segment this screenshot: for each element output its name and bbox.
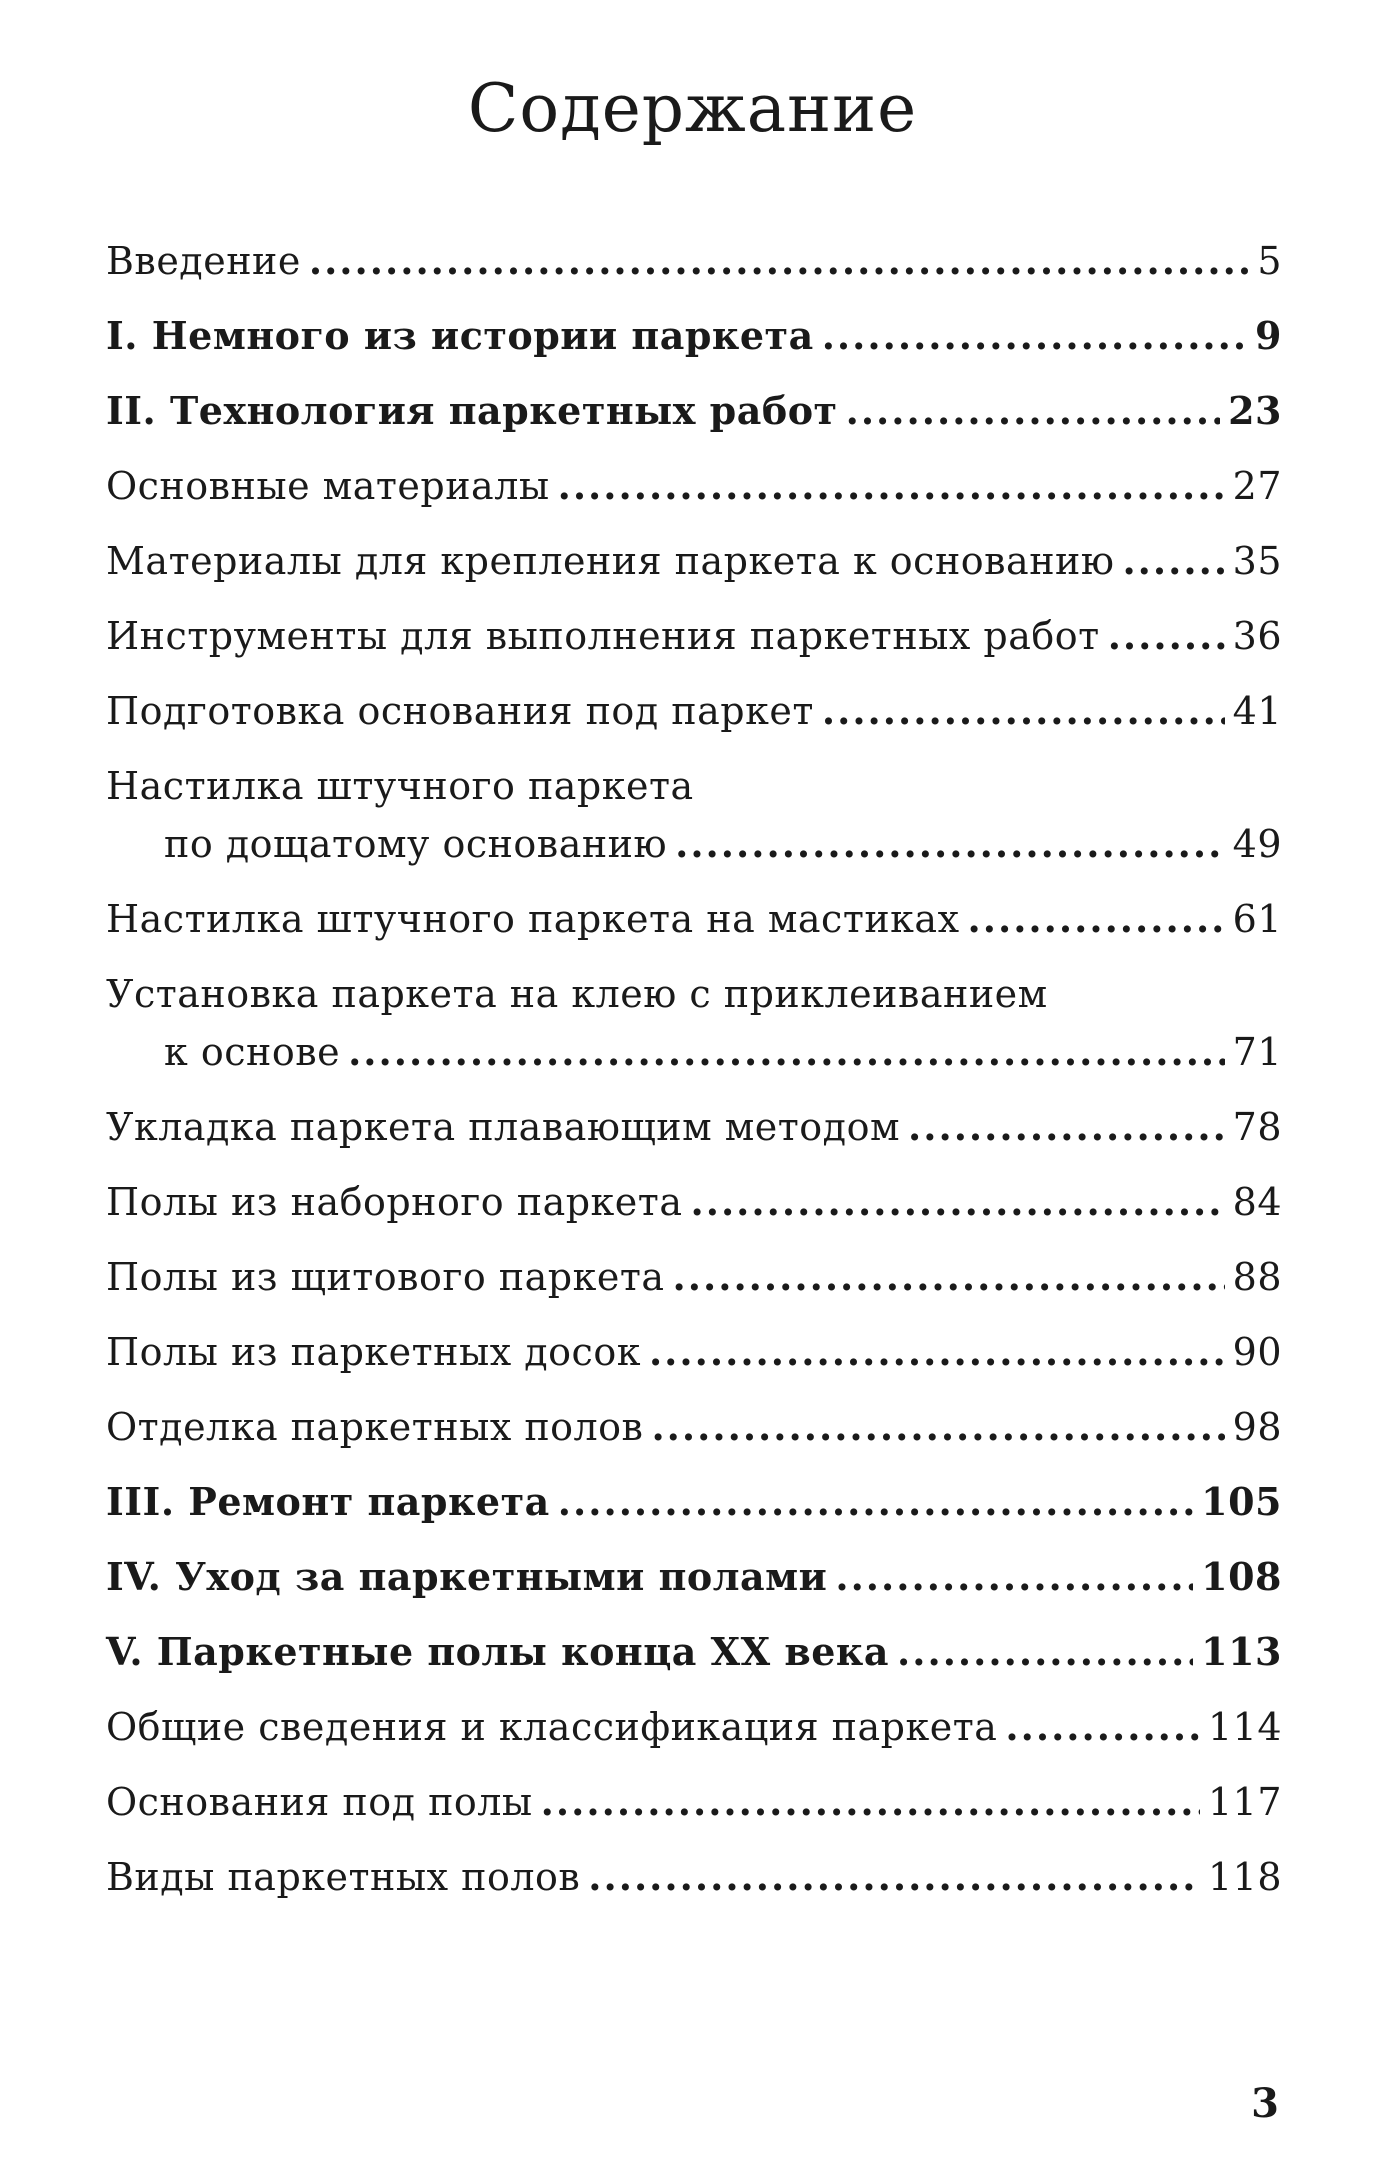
dot-leader [1108, 607, 1225, 665]
toc-entry-title: Подготовка основания под паркет [106, 689, 814, 733]
toc-entry-part [106, 307, 1282, 365]
toc-entry [106, 890, 1282, 948]
toc-entry-part [106, 382, 1282, 440]
toc-page-number: 117 [1207, 1780, 1282, 1824]
toc-entry [106, 757, 1282, 873]
dot-leader [558, 457, 1225, 515]
toc-page-number: 113 [1201, 1629, 1282, 1674]
toc-line [106, 232, 1282, 290]
toc-page-number: 27 [1232, 464, 1282, 508]
toc-line [106, 1248, 1282, 1306]
toc-entry-title: Основания под полы [106, 1780, 533, 1824]
toc-entry-title: V. Паркетные полы конца XX века [106, 1629, 889, 1674]
toc-line [106, 1473, 1282, 1531]
dot-leader [835, 1548, 1193, 1606]
toc-line [106, 1098, 1282, 1156]
toc-entry-title: I. Немного из истории паркета [106, 313, 814, 358]
toc-entry-title: IV. Уход за паркетными полами [106, 1554, 828, 1599]
toc-entry-title: Полы из наборного паркета [106, 1180, 683, 1224]
toc-line [106, 1323, 1282, 1381]
toc-page-number: 71 [1232, 1030, 1282, 1074]
toc-entry [106, 1773, 1282, 1831]
toc-entry [106, 232, 1282, 290]
toc-page-number: 61 [1232, 897, 1282, 941]
toc-page-number: 84 [1232, 1180, 1282, 1224]
dot-leader [651, 1398, 1224, 1456]
toc-line-first [106, 757, 1282, 815]
dot-leader [309, 232, 1249, 290]
toc-entry-title: Полы из паркетных досок [106, 1330, 641, 1374]
toc-page-number: 49 [1232, 822, 1282, 866]
toc-line [106, 1848, 1282, 1906]
toc-entry-title: Настилка штучного паркета на мастиках [106, 897, 960, 941]
toc-entry [106, 1323, 1282, 1381]
toc-entry-title: Основные материалы [106, 464, 550, 508]
toc-entry [106, 532, 1282, 590]
toc-line [106, 890, 1282, 948]
toc-page-number: 78 [1232, 1105, 1282, 1149]
dot-leader [673, 1248, 1225, 1306]
toc-line [106, 682, 1282, 740]
dot-leader [908, 1098, 1225, 1156]
dot-leader [968, 890, 1225, 948]
toc-entry [106, 965, 1282, 1081]
toc-line-continued [106, 815, 1282, 873]
toc-line [106, 457, 1282, 515]
toc-entry [106, 457, 1282, 515]
toc-entry [106, 607, 1282, 665]
toc-entry-part [106, 1623, 1282, 1681]
toc-page-number: 5 [1257, 239, 1282, 283]
toc-entry-title: Установка паркета на клею с приклеиванием [106, 972, 1048, 1016]
toc-page-number: 23 [1228, 388, 1282, 433]
toc-line-continued [106, 1023, 1282, 1081]
toc-entry-title-continued: по дощатому основанию [164, 822, 668, 866]
table-of-contents [106, 232, 1282, 1923]
toc-page-number: 9 [1255, 313, 1282, 358]
toc-page-number: 108 [1201, 1554, 1282, 1599]
toc-line-first [106, 965, 1282, 1023]
toc-page-number: 35 [1232, 539, 1282, 583]
page-number: 3 [1251, 2080, 1279, 2127]
toc-entry-title: Материалы для крепления паркета к основанию [106, 539, 1115, 583]
toc-line [106, 1773, 1282, 1831]
dot-leader [822, 307, 1247, 365]
toc-entry-part [106, 1548, 1282, 1606]
toc-entry-title: Отделка паркетных полов [106, 1405, 644, 1449]
toc-entry [106, 1698, 1282, 1756]
toc-page-number: 98 [1232, 1405, 1282, 1449]
dot-leader [649, 1323, 1225, 1381]
toc-entry [106, 1248, 1282, 1306]
toc-line [106, 607, 1282, 665]
toc-line [106, 1548, 1282, 1606]
toc-entry [106, 1848, 1282, 1906]
dot-leader [846, 382, 1221, 440]
toc-entry-part [106, 1473, 1282, 1531]
toc-entry [106, 1173, 1282, 1231]
toc-entry-title: Полы из щитового паркета [106, 1255, 665, 1299]
toc-line [106, 532, 1282, 590]
dot-leader [541, 1773, 1200, 1831]
page-title: Содержание [467, 70, 918, 147]
toc-line [106, 382, 1282, 440]
toc-entry-title-continued: к основе [164, 1030, 341, 1074]
toc-entry-title: Общие сведения и классификация паркета [106, 1705, 998, 1749]
toc-entry-title: Введение [106, 239, 301, 283]
dot-leader [1122, 532, 1224, 590]
toc-page-number: 41 [1232, 689, 1282, 733]
dot-leader [1005, 1698, 1200, 1756]
toc-entry-title: Настилка штучного паркета [106, 764, 694, 808]
dot-leader [558, 1473, 1193, 1531]
toc-line [106, 1623, 1282, 1681]
toc-page-number: 88 [1232, 1255, 1282, 1299]
toc-page-number: 36 [1232, 614, 1282, 658]
toc-line [106, 1173, 1282, 1231]
dot-leader [588, 1848, 1200, 1906]
toc-line [106, 1398, 1282, 1456]
toc-entry-title: II. Технология паркетных работ [106, 388, 838, 433]
dot-leader [348, 1023, 1225, 1081]
toc-entry-title: Инструменты для выполнения паркетных работ [106, 614, 1100, 658]
dot-leader [690, 1173, 1224, 1231]
toc-entry-title: Виды паркетных полов [106, 1855, 581, 1899]
toc-entry [106, 682, 1282, 740]
toc-page-number: 114 [1207, 1705, 1282, 1749]
toc-entry [106, 1398, 1282, 1456]
toc-page-number: 90 [1232, 1330, 1282, 1374]
dot-leader [675, 815, 1225, 873]
toc-line [106, 1698, 1282, 1756]
toc-entry-title: III. Ремонт паркета [106, 1479, 550, 1524]
dot-leader [897, 1623, 1193, 1681]
toc-page-number: 105 [1201, 1479, 1282, 1524]
toc-line [106, 307, 1282, 365]
toc-entry [106, 1098, 1282, 1156]
dot-leader [822, 682, 1225, 740]
toc-entry-title: Укладка паркета плавающим методом [106, 1105, 901, 1149]
toc-page-number: 118 [1207, 1855, 1282, 1899]
